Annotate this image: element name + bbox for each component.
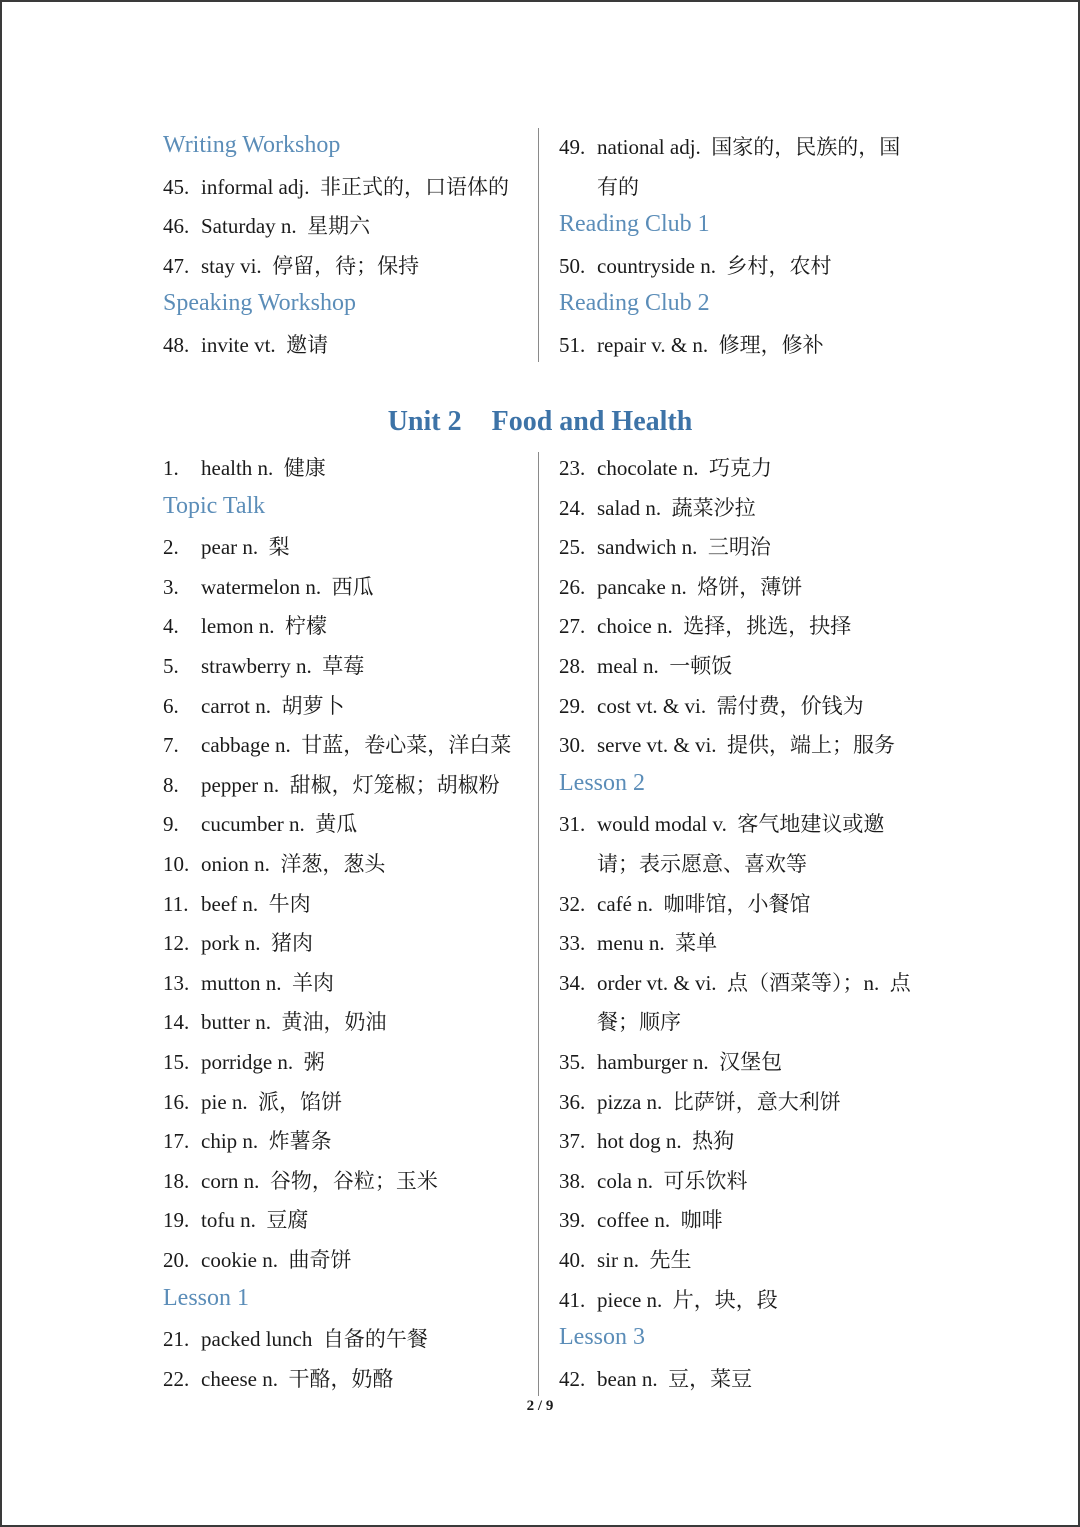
entry-number: 48. (163, 333, 190, 357)
entry-number: 6. (163, 693, 179, 718)
entry-number: 22. (163, 1366, 190, 1391)
entry-number: 42. (559, 1366, 586, 1391)
vocab-entry (559, 494, 756, 522)
entry-text: tofu n. 豆腐 (201, 1208, 309, 1233)
vocab-entry (163, 652, 364, 680)
entry-text: national adj. 国家的，民族的，国 (597, 135, 901, 159)
entry-number: 11. (163, 891, 189, 916)
entry-number: 17. (163, 1129, 190, 1154)
entry-text: meal n. 一顿饭 (597, 654, 733, 678)
vocab-entry (559, 890, 810, 918)
vocab-entry (559, 1048, 782, 1076)
entry-number: 39. (559, 1208, 586, 1233)
entry-text: carrot n. 胡萝卜 (201, 693, 345, 718)
vocab-entry (163, 331, 328, 359)
entry-number: 35. (559, 1050, 586, 1074)
entry-text: choice n. 选择，挑选，抉择 (597, 614, 852, 639)
vocab-entry (163, 612, 327, 640)
entry-number: 31. (559, 812, 586, 837)
entry-text: chocolate n. 巧克力 (597, 456, 772, 480)
entry-text: countryside n. 乡村，农村 (597, 253, 832, 278)
entry-number: 49. (559, 135, 586, 159)
vocab-entry (163, 969, 334, 997)
entry-text: serve vt. & vi. 提供，端上；服务 (597, 733, 896, 758)
vocab-entry (163, 1008, 386, 1036)
entry-text: cola n. 可乐饮料 (597, 1168, 748, 1193)
entry-number: 8. (163, 772, 179, 797)
vocab-entry (559, 533, 771, 561)
entry-number: 45. (163, 174, 190, 199)
entry-number: 47. (163, 253, 190, 278)
entry-number: 23. (559, 456, 586, 480)
vocab-entry (163, 1127, 332, 1155)
entry-number: 20. (163, 1248, 190, 1272)
unit-number: Unit 2 (387, 406, 462, 437)
entry-number: 29. (559, 693, 586, 718)
entry-text: lemon n. 柠檬 (201, 614, 327, 639)
entry-number: 50. (559, 253, 586, 278)
section-heading: Lesson 2 (559, 769, 645, 796)
vocab-entry (559, 252, 831, 280)
entry-text: cabbage n. 甘蓝，卷心菜，洋白菜 (201, 733, 512, 758)
entry-text: pie n. 派，馅饼 (201, 1089, 343, 1114)
entry-text: cost vt. & vi. 需付费，价钱为 (597, 693, 864, 718)
entry-number: 34. (559, 970, 586, 995)
vocab-entry (559, 1167, 747, 1195)
entry-text: café n. 咖啡馆，小餐馆 (597, 891, 811, 916)
entry-text: strawberry n. 草莓 (201, 654, 365, 678)
entry-number: 30. (559, 733, 586, 758)
entry-text: piece n. 片，块，段 (597, 1287, 778, 1312)
vocab-entry (163, 1365, 393, 1393)
entry-number: 28. (559, 654, 586, 678)
entry-text: salad n. 蔬菜沙拉 (597, 495, 756, 520)
entry-text: coffee n. 咖啡 (597, 1208, 723, 1233)
vocab-entry (559, 929, 717, 957)
entry-text: watermelon n. 西瓜 (201, 574, 374, 599)
entry-text: pancake n. 烙饼，薄饼 (597, 574, 803, 599)
entry-number: 1. (163, 456, 179, 480)
entry-number: 27. (559, 614, 586, 639)
entry-number: 26. (559, 574, 586, 599)
section-heading: Reading Club 2 (559, 290, 710, 317)
entry-text: repair v. & n. 修理，修补 (597, 333, 824, 357)
page-number: 2 / 9 (526, 1398, 554, 1414)
vocab-entry-continuation: 有的 (597, 174, 639, 199)
vocab-entry (163, 890, 311, 918)
vocab-entry (163, 573, 374, 601)
entry-number: 13. (163, 970, 190, 995)
entry-number: 40. (559, 1248, 586, 1272)
entry-number: 21. (163, 1327, 190, 1352)
section-heading: Reading Club 1 (559, 211, 710, 238)
entry-number: 4. (163, 614, 179, 639)
entry-text: hamburger n. 汉堡包 (597, 1050, 783, 1074)
entry-number: 5. (163, 654, 179, 678)
column-divider-bottom (538, 452, 539, 1396)
vocab-entry (163, 850, 385, 878)
vocab-entry (163, 533, 290, 561)
section-heading: Lesson 1 (163, 1284, 249, 1311)
entry-text: hot dog n. 热狗 (597, 1129, 735, 1154)
section-heading: Topic Talk (163, 492, 266, 519)
vocab-entry (559, 1206, 723, 1234)
entry-number: 24. (559, 495, 586, 520)
entry-number: 2. (163, 535, 179, 560)
vocab-entry (559, 731, 895, 759)
vocab-entry (163, 1246, 351, 1274)
entry-text: health n. 健康 (201, 456, 326, 480)
entry-text: packed lunch 自备的午餐 (201, 1327, 428, 1352)
vocab-entry (163, 454, 326, 482)
entry-text: cucumber n. 黄瓜 (201, 812, 358, 837)
entry-number: 9. (163, 812, 179, 837)
entry-number: 19. (163, 1208, 190, 1233)
vocab-entry (163, 692, 344, 720)
entry-number: 7. (163, 733, 179, 758)
vocab-entry (163, 1325, 428, 1353)
entry-number: 10. (163, 852, 190, 876)
entry-number: 33. (559, 931, 586, 956)
entry-text: chip n. 炸薯条 (201, 1129, 332, 1154)
vocab-entry (163, 731, 511, 759)
vocab-entry (163, 771, 500, 799)
unit-name: Food and Health (491, 406, 693, 437)
entry-number: 41. (559, 1287, 586, 1312)
vocab-entry (163, 252, 419, 280)
vocab-entry (163, 1088, 342, 1116)
entry-number: 3. (163, 574, 179, 599)
entry-number: 12. (163, 931, 190, 956)
vocab-entry (559, 612, 851, 640)
entry-number: 37. (559, 1129, 586, 1154)
entry-number: 38. (559, 1168, 586, 1193)
entry-text: onion n. 洋葱，葱头 (201, 852, 386, 876)
entry-number: 16. (163, 1089, 190, 1114)
entry-text: pear n. 梨 (201, 535, 290, 560)
entry-text: Saturday n. 星期六 (201, 214, 371, 239)
vocab-entry (559, 133, 900, 161)
entry-text: stay vi. 停留，待；保持 (201, 253, 420, 278)
entry-text: invite vt. 邀请 (201, 333, 329, 357)
vocab-entry (163, 929, 313, 957)
unit-title (0, 406, 1080, 438)
vocab-entry (559, 692, 864, 720)
entry-number: 25. (559, 535, 586, 560)
entry-text: butter n. 黄油，奶油 (201, 1010, 387, 1035)
entry-text: sandwich n. 三明治 (597, 535, 771, 560)
entry-text: order vt. & vi. 点（酒菜等）；n. 点 (597, 970, 911, 995)
entry-number: 18. (163, 1168, 190, 1193)
vocab-entry (559, 1246, 692, 1274)
vocab-entry (163, 1167, 438, 1195)
vocab-entry (559, 1286, 778, 1314)
vocab-entry (559, 1365, 752, 1393)
entry-text: mutton n. 羊肉 (201, 970, 335, 995)
column-divider-top (538, 128, 539, 362)
vocab-entry (163, 1206, 308, 1234)
entry-number: 15. (163, 1050, 190, 1074)
entry-text: sir n. 先生 (597, 1248, 692, 1272)
entry-text: cookie n. 曲奇饼 (201, 1248, 352, 1272)
entry-number: 51. (559, 333, 586, 357)
vocab-entry (163, 212, 370, 240)
section-heading: Lesson 3 (559, 1324, 645, 1351)
vocab-entry (559, 1127, 734, 1155)
vocab-entry (559, 652, 732, 680)
entry-text: cheese n. 干酪，奶酪 (201, 1366, 394, 1391)
entry-text: corn n. 谷物，谷粒；玉米 (201, 1168, 438, 1193)
vocab-entry (163, 810, 357, 838)
entry-number: 46. (163, 214, 190, 239)
vocab-entry-continuation: 餐；顺序 (597, 1010, 681, 1035)
vocab-entry (559, 1088, 841, 1116)
vocab-entry (559, 969, 911, 997)
entry-text: pepper n. 甜椒，灯笼椒；胡椒粉 (201, 772, 500, 797)
entry-number: 36. (559, 1089, 586, 1114)
entry-text: beef n. 牛肉 (201, 891, 311, 916)
vocab-entry (559, 454, 772, 482)
section-heading: Speaking Workshop (163, 290, 356, 317)
vocab-entry-continuation: 请；表示愿意、喜欢等 (597, 852, 807, 876)
entry-text: would modal v. 客气地建议或邀 (597, 812, 885, 837)
entry-text: informal adj. 非正式的，口语体的 (201, 174, 509, 199)
entry-text: pizza n. 比萨饼，意大利饼 (597, 1089, 841, 1114)
vocab-entry (163, 173, 509, 201)
entry-text: porridge n. 粥 (201, 1050, 325, 1074)
entry-text: pork n. 猪肉 (201, 931, 313, 956)
vocab-entry (163, 1048, 325, 1076)
section-heading: Writing Workshop (163, 132, 341, 158)
entry-text: menu n. 菜单 (597, 931, 718, 956)
vocab-entry (559, 573, 802, 601)
entry-number: 14. (163, 1010, 190, 1035)
vocab-entry (559, 810, 884, 838)
entry-text: bean n. 豆，菜豆 (597, 1366, 753, 1391)
vocab-entry (559, 331, 824, 359)
entry-number: 32. (559, 891, 586, 916)
